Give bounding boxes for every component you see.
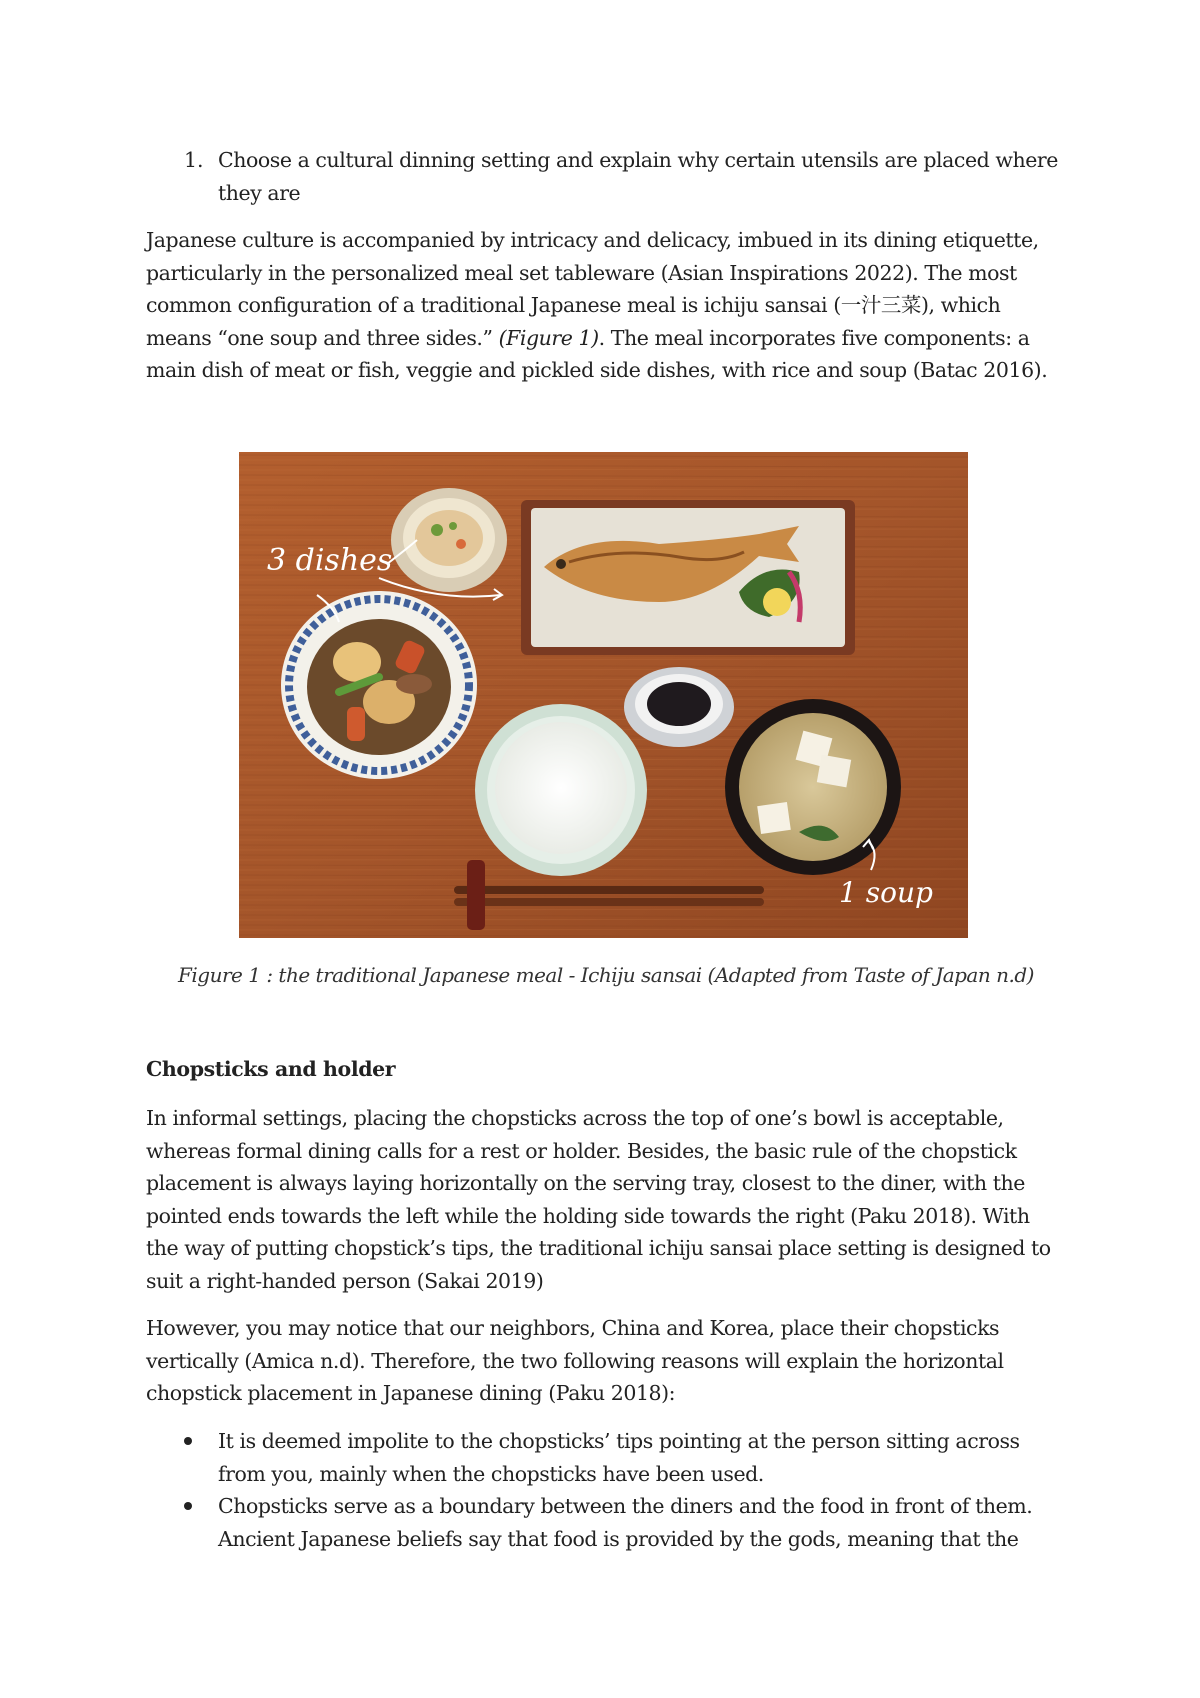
chopsticks-paragraph-1: In informal settings, placing the chopsticks across the top of one’s bowl is acceptable, whereas formal dining calls for a rest or holder. Besides, the basic rule of the chopstick placement is always laying horizontally on the serving tray, closest to the diner, with the pointed ends towards the left while the holding side towards the right (Paku 2018). With the way of putting chopstick’s tips, the traditional ichiju sansai place setting is designed to suit a right-handed person (Sakai 2019) [146,1106,1051,1293]
label-1-soup: 1 soup [839,876,933,909]
intro-part1: Japanese culture is accompanied by intricacy and delicacy, imbued in its dining etiquette, particularly in the personalized meal set tableware (Asian Inspirations 2022). The most common configuration of a traditional Japanese meal is ichiju sansai (一汁三菜), which means “one soup and three sides.” [146,228,1039,350]
pickles-bowl [624,667,734,747]
list-item [146,1425,1066,1490]
ichiju-sansai-illustration [239,452,968,938]
side-dish-bowl [391,488,507,592]
bullet-icon [184,1502,192,1510]
simmered-dish-bowl [281,591,477,779]
intro-part2: . The meal incorporates five components: a main dish of meat or fish, veggie and pickled side dishes, with rice and soup (Batac 2016). [146,325,1048,382]
chopsticks-paragraph-2: However, you may notice that our neighbors, China and Korea, place their chopsticks vertically (Amica n.d). Therefore, the two following reasons will explain the horizontal chopstick placement in Japanese dining (Paku 2018): [146,1316,1004,1405]
list-item-text: It is deemed impolite to the chopsticks’ tips pointing at the person sitting across from you, mainly when the chopsticks have been used. [218,1429,1020,1486]
bullet-icon [184,1437,192,1445]
section-heading: Chopsticks and holder [146,1057,396,1081]
rice-bowl [475,704,647,876]
fish-plate [521,500,855,655]
question-text: Choose a cultural dinning setting and explain why certain utensils are placed where they are [218,148,1058,205]
figure-caption: Figure 1 : the traditional Japanese meal - Ichiju sansai (Adapted from Taste of Japan n.d) [178,963,1034,987]
intro-paragraph [146,224,1066,387]
miso-soup-bowl [725,699,901,875]
meal-photo [239,452,968,938]
reasons-list [146,1425,1066,1555]
label-3-dishes: 3 dishes [267,543,393,578]
figure-reference: (Figure 1) [498,325,599,350]
list-item-text: Chopsticks serve as a boundary between the diners and the food in front of them. Ancient Japanese beliefs say that food is provided by the gods, meaning that the [218,1494,1033,1551]
list-item [146,1490,1066,1555]
question-number: 1. [184,148,204,172]
